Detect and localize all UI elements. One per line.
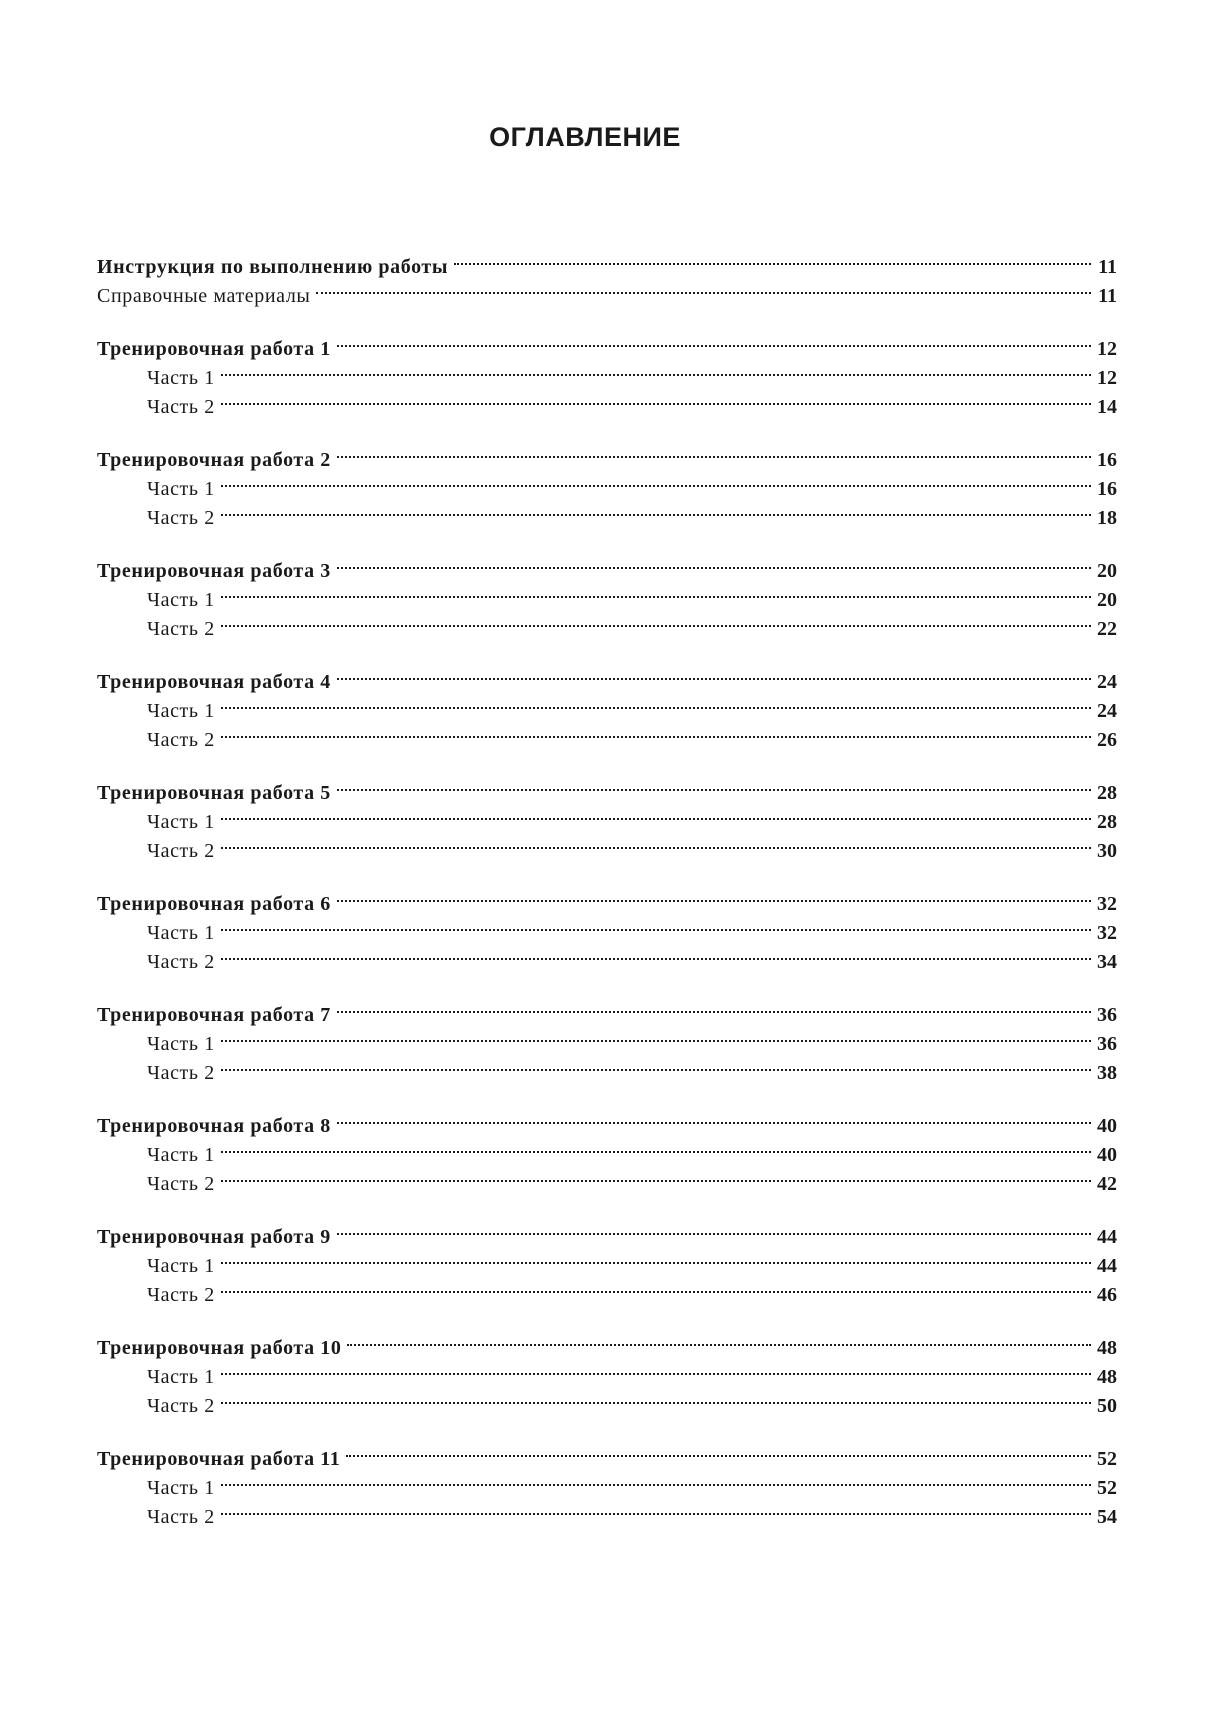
toc-work-group [97,326,1117,418]
toc-entry-part[interactable] [97,1272,1117,1306]
toc-entry-part[interactable] [97,495,1117,529]
toc-page-number: 14 [1097,396,1117,418]
toc-page-number: 54 [1097,1506,1117,1528]
toc-page-number: 28 [1097,782,1117,804]
toc-entry-part[interactable] [97,1021,1117,1055]
toc-entry-label: Тренировочная работа 2 [97,449,331,471]
toc-entry-work[interactable] [97,659,1117,693]
toc-entry-label: Тренировочная работа 5 [97,782,331,804]
dot-leader [221,1243,1091,1272]
toc-page-number: 38 [1097,1062,1117,1084]
toc-page-number: 40 [1097,1115,1117,1137]
toc-work-group [97,1103,1117,1195]
toc-work-group [97,992,1117,1084]
toc-entry-label: Часть 2 [147,1284,215,1306]
toc-work-group [97,881,1117,973]
toc-page-number: 11 [1098,256,1117,278]
toc-entry-work[interactable] [97,1436,1117,1470]
toc-page-number: 24 [1097,700,1117,722]
toc-entry-part[interactable] [97,1465,1117,1499]
dot-leader [337,326,1091,355]
dot-leader [337,992,1091,1021]
toc-entry-label: Часть 2 [147,618,215,640]
toc-page-number: 11 [1098,285,1117,307]
toc-entry-part[interactable] [97,1354,1117,1388]
dot-leader [347,1325,1091,1354]
dot-leader [221,577,1091,606]
toc-entry-part[interactable] [97,355,1117,389]
toc-page-number: 12 [1097,338,1117,360]
toc-entry-label: Тренировочная работа 6 [97,893,331,915]
dot-leader [221,466,1091,495]
dot-leader [221,355,1091,384]
dot-leader [221,799,1091,828]
toc-page-number: 48 [1097,1337,1117,1359]
toc-entry-work[interactable] [97,326,1117,360]
toc-entry-label: Часть 1 [147,922,215,944]
dot-leader [221,688,1091,717]
toc-page-number: 16 [1097,449,1117,471]
toc-entry-part[interactable] [97,1494,1117,1528]
toc-entry-part[interactable] [97,688,1117,722]
toc-entry-label: Часть 1 [147,1366,215,1388]
toc-page-number: 28 [1097,811,1117,833]
toc-entry-label: Часть 2 [147,729,215,751]
toc-entry-part[interactable] [97,1243,1117,1277]
dot-leader [221,1132,1091,1161]
toc-entry-label: Тренировочная работа 7 [97,1004,331,1026]
toc-entry-label: Тренировочная работа 4 [97,671,331,693]
toc-work-group [97,659,1117,751]
toc-page-number: 20 [1097,589,1117,611]
dot-leader [221,1272,1091,1301]
toc-entry-part[interactable] [97,1132,1117,1166]
toc-entry-work[interactable] [97,1214,1117,1248]
toc-entry-part[interactable] [97,939,1117,973]
toc-work-group [97,1436,1117,1528]
toc-page-number: 40 [1097,1144,1117,1166]
dot-leader [221,1465,1091,1494]
toc-entry-part[interactable] [97,1050,1117,1084]
toc-page-number: 32 [1097,893,1117,915]
toc-page-number: 42 [1097,1173,1117,1195]
dot-leader [221,495,1091,524]
toc-work-group [97,437,1117,529]
page-title: ОГЛАВЛЕНИЕ [489,122,681,152]
toc-entry-work[interactable] [97,548,1117,582]
toc-page-number: 46 [1097,1284,1117,1306]
dot-leader [337,770,1091,799]
toc-entry-work[interactable] [97,437,1117,471]
toc-page-number: 18 [1097,507,1117,529]
toc-entry-work[interactable] [97,881,1117,915]
toc-work-group [97,1214,1117,1306]
toc-entry-label: Часть 1 [147,589,215,611]
dot-leader [221,1161,1091,1190]
toc-entry-work[interactable] [97,1325,1117,1359]
dot-leader [221,939,1091,968]
dot-leader [221,1494,1091,1523]
toc-entry-label: Часть 1 [147,811,215,833]
toc-entry-part[interactable] [97,910,1117,944]
toc-page-number: 24 [1097,671,1117,693]
toc-page-number: 48 [1097,1366,1117,1388]
toc-page-number: 52 [1097,1477,1117,1499]
dot-leader [221,606,1091,635]
toc-page-number: 34 [1097,951,1117,973]
toc-entry-part[interactable] [97,384,1117,418]
dot-leader [221,717,1091,746]
toc-work-group [97,548,1117,640]
dot-leader [337,659,1091,688]
toc-entry-label: Тренировочная работа 9 [97,1226,331,1248]
dot-leader [454,244,1091,273]
dot-leader [221,1354,1091,1383]
toc-entry-label: Часть 2 [147,1506,215,1528]
toc-entry-part[interactable] [97,1383,1117,1417]
dot-leader [221,1021,1091,1050]
toc-intro-group [97,244,1117,307]
toc-entry-label: Тренировочная работа 3 [97,560,331,582]
toc-entry-label: Справочные материалы [97,285,311,307]
toc-work-group [97,1325,1117,1417]
dot-leader [221,1050,1091,1079]
toc-entry-label: Инструкция по выполнению работы [97,256,449,278]
toc-entry-label: Часть 1 [147,1477,215,1499]
dot-leader [221,910,1091,939]
toc-entry-label: Тренировочная работа 11 [97,1448,341,1470]
dot-leader [337,881,1091,910]
toc-entry-label: Часть 1 [147,1255,215,1277]
dot-leader [337,1214,1091,1243]
toc-entry-label: Часть 2 [147,507,215,529]
dot-leader [337,1103,1091,1132]
toc-entry-label: Часть 1 [147,478,215,500]
toc-entry-work[interactable] [97,992,1117,1026]
toc-entry-label: Часть 2 [147,840,215,862]
toc-work-group [97,770,1117,862]
toc-entry-label: Часть 1 [147,700,215,722]
toc-page-number: 20 [1097,560,1117,582]
toc-entry-label: Тренировочная работа 1 [97,338,331,360]
toc-page-number: 26 [1097,729,1117,751]
toc-entry-label: Часть 1 [147,367,215,389]
toc-entry-label: Часть 1 [147,1144,215,1166]
dot-leader [316,273,1091,302]
toc-entry-label: Часть 2 [147,1062,215,1084]
toc-entry-part[interactable] [97,606,1117,640]
toc-entry-part[interactable] [97,828,1117,862]
toc-entry-label: Часть 2 [147,1173,215,1195]
toc-page-number: 44 [1097,1255,1117,1277]
dot-leader [221,828,1091,857]
toc-entry-intro[interactable] [97,244,1117,278]
toc-entry-label: Тренировочная работа 10 [97,1337,342,1359]
toc-entry-part[interactable] [97,577,1117,611]
toc-page-number: 16 [1097,478,1117,500]
dot-leader [337,548,1091,577]
toc-entry-label: Часть 2 [147,1395,215,1417]
toc-entry-label: Тренировочная работа 8 [97,1115,331,1137]
toc-entry-part[interactable] [97,1161,1117,1195]
toc-entry-work[interactable] [97,770,1117,804]
toc-entry-label: Часть 2 [147,396,215,418]
toc-page-number: 30 [1097,840,1117,862]
toc-page-number: 44 [1097,1226,1117,1248]
toc-entry-label: Часть 2 [147,951,215,973]
dot-leader [346,1436,1091,1465]
dot-leader [221,1383,1091,1412]
toc-entry-part[interactable] [97,717,1117,751]
toc-entry-part[interactable] [97,799,1117,833]
toc-page-number: 22 [1097,618,1117,640]
toc-page-number: 50 [1097,1395,1117,1417]
toc-page-number: 32 [1097,922,1117,944]
toc-page-number: 12 [1097,367,1117,389]
toc-page-number: 36 [1097,1004,1117,1026]
dot-leader [337,437,1091,466]
toc-page-number: 52 [1097,1448,1117,1470]
toc-entry-work[interactable] [97,1103,1117,1137]
toc-entry-label: Часть 1 [147,1033,215,1055]
toc-entry-part[interactable] [97,466,1117,500]
dot-leader [221,384,1091,413]
toc-page-number: 36 [1097,1033,1117,1055]
table-of-contents [97,244,1117,1528]
